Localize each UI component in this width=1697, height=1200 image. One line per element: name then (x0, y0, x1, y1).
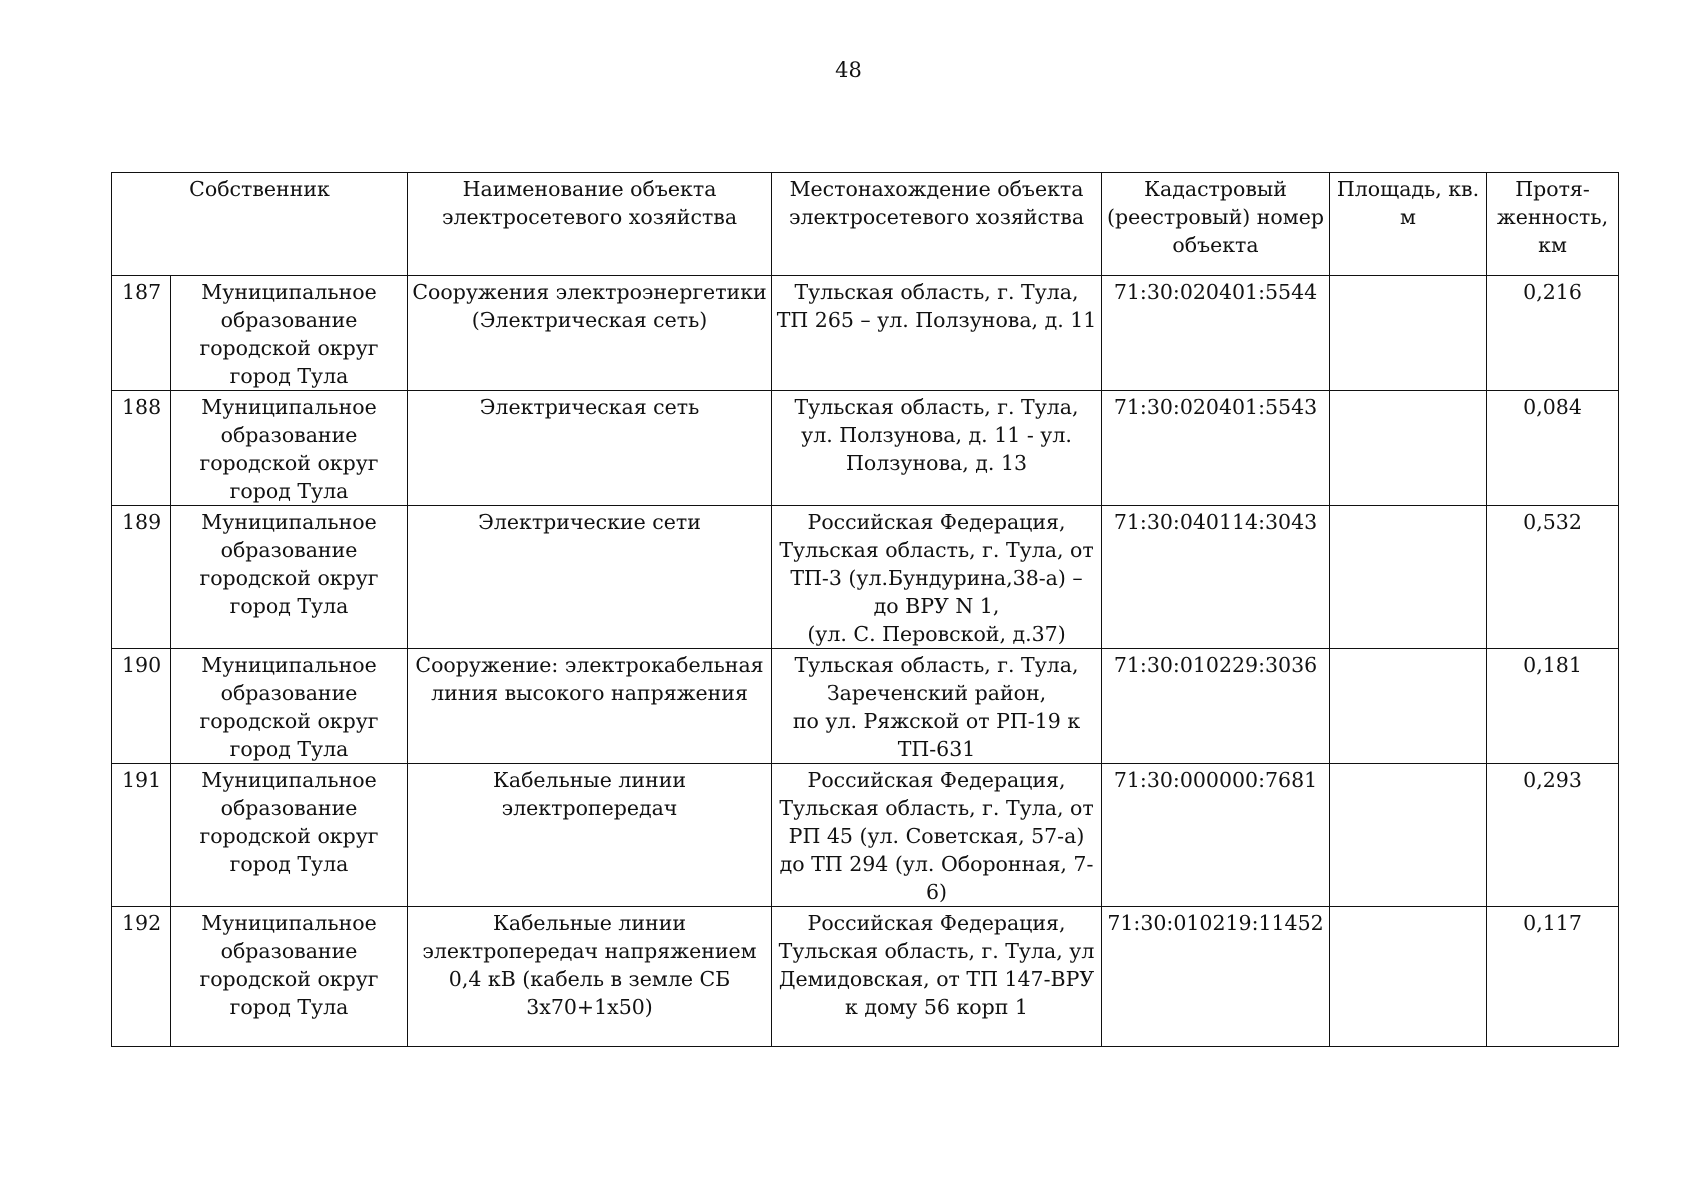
table-row (112, 276, 1619, 391)
row-length: 0,293 (1487, 764, 1619, 907)
row-area (1330, 506, 1487, 649)
location-line: Тульская область, г. Тула, ул. Ползунова, д. 11 - ул. Ползунова, д. 13 (794, 395, 1079, 475)
location-line: Тульская область, г. Тула, (794, 280, 1079, 304)
row-area (1330, 764, 1487, 907)
row-length: 0,181 (1487, 649, 1619, 764)
table-row (112, 506, 1619, 649)
row-cadastral-number: 71:30:000000:7681 (1102, 764, 1330, 907)
row-owner: Муниципальное образование городской округ город Тула (171, 276, 408, 391)
row-location (772, 276, 1102, 391)
row-object-name: Кабельные линии электропередач напряжением 0,4 кВ (кабель в земле СБ 3х70+1х50) (408, 907, 772, 1047)
row-length: 0,216 (1487, 276, 1619, 391)
page-number: 48 (835, 58, 862, 82)
location-line: по ул. Ряжской от РП-19 к ТП-631 (792, 709, 1081, 761)
row-area (1330, 907, 1487, 1047)
row-cadastral-number: 71:30:020401:5543 (1102, 391, 1330, 506)
row-owner: Муниципальное образование городской округ город Тула (171, 649, 408, 764)
row-object-name: Электрические сети (408, 506, 772, 649)
location-line: ТП 265 – ул. Ползунова, д. 11 (776, 308, 1097, 332)
row-location (772, 907, 1102, 1047)
row-location (772, 764, 1102, 907)
row-location (772, 506, 1102, 649)
location-line: (ул. С. Перовской, д.37) (807, 622, 1066, 646)
header-object-name: Наименование объекта электросетевого хозяйства (408, 173, 772, 276)
header-area: Площадь, кв. м (1330, 173, 1487, 276)
row-length: 0,532 (1487, 506, 1619, 649)
table-header-row (112, 173, 1619, 276)
row-cadastral-number: 71:30:040114:3043 (1102, 506, 1330, 649)
location-line: Российская Федерация, Тульская область, г. Тула, ул Демидовская, от ТП 147-ВРУ к дому 56 корп 1 (778, 911, 1095, 1019)
row-length: 0,117 (1487, 907, 1619, 1047)
row-owner: Муниципальное образование городской округ город Тула (171, 391, 408, 506)
row-area (1330, 391, 1487, 506)
header-owner: Собственник (112, 173, 408, 276)
grid-objects-table (111, 172, 1619, 1047)
row-object-name: Сооружение: электрокабельная линия высокого напряжения (408, 649, 772, 764)
row-number: 189 (112, 506, 171, 649)
row-location (772, 649, 1102, 764)
table-row (112, 907, 1619, 1047)
row-number: 187 (112, 276, 171, 391)
header-cadastral-number: Кадастровый (реестровый) номер объекта (1102, 173, 1330, 276)
row-owner: Муниципальное образование городской округ город Тула (171, 764, 408, 907)
location-line: Российская Федерация, Тульская область, г. Тула, от ТП-3 (ул.Бундурина,38-а) – до ВРУ N 1, (779, 510, 1094, 618)
row-object-name: Кабельные линии электропередач (408, 764, 772, 907)
row-number: 188 (112, 391, 171, 506)
row-owner: Муниципальное образование городской округ город Тула (171, 506, 408, 649)
location-line: Российская Федерация, Тульская область, г. Тула, от РП 45 (ул. Советская, 57-а) до ТП 294 (ул. Оборонная, 7-6) (779, 768, 1094, 904)
row-object-name: Сооружения электроэнергетики (Электрическая сеть) (408, 276, 772, 391)
row-cadastral-number: 71:30:010219:11452 (1102, 907, 1330, 1047)
row-object-name: Электрическая сеть (408, 391, 772, 506)
row-number: 190 (112, 649, 171, 764)
row-number: 192 (112, 907, 171, 1047)
row-owner: Муниципальное образование городской округ город Тула (171, 907, 408, 1047)
table-row (112, 391, 1619, 506)
row-length: 0,084 (1487, 391, 1619, 506)
table-row (112, 764, 1619, 907)
row-location (772, 391, 1102, 506)
row-area (1330, 649, 1487, 764)
location-line: Тульская область, г. Тула, Зареченский район, (794, 653, 1079, 705)
header-location: Местонахождение объекта электросетевого хозяйства (772, 173, 1102, 276)
header-length: Протя-женность, км (1487, 173, 1619, 276)
row-area (1330, 276, 1487, 391)
row-cadastral-number: 71:30:010229:3036 (1102, 649, 1330, 764)
row-number: 191 (112, 764, 171, 907)
table-row (112, 649, 1619, 764)
row-cadastral-number: 71:30:020401:5544 (1102, 276, 1330, 391)
